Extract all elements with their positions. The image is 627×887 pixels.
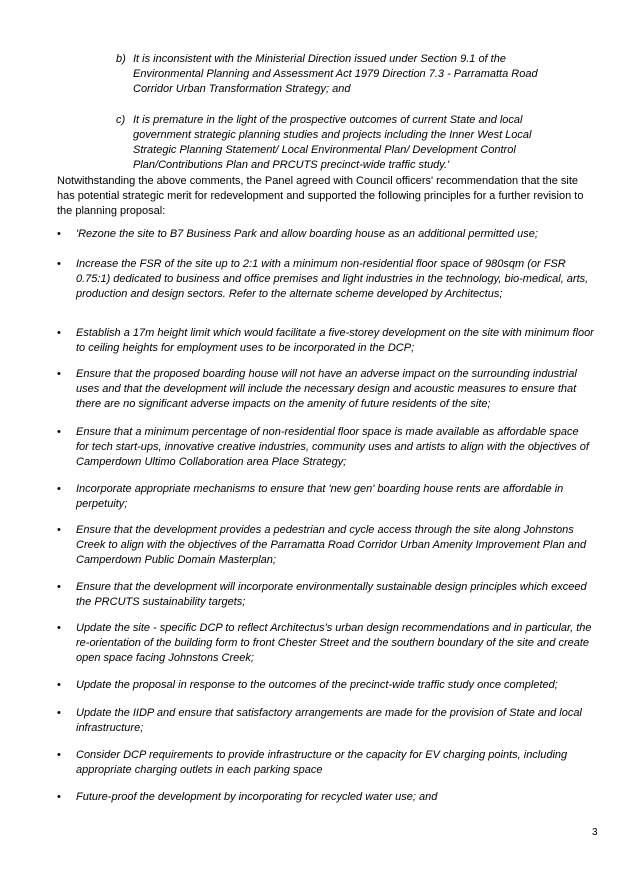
bullet-icon: • xyxy=(57,368,61,380)
bullet-icon: • xyxy=(57,258,61,270)
list-item-text: Establish a 17m height limit which would facilitate a five-storey development on the site with minimum floor to ceiling heights for employment uses to be incorporated in the DCP; xyxy=(76,327,594,354)
bullet-icon: • xyxy=(57,749,61,761)
item-text: It is premature in the light of the prospective outcomes of current State and local government strategic planning studies and projects including the Inner West Local Strategic Planning Statement/ Local Environmental Plan/ Development Control Plan/Contributions Plan and PRCUTS precinct-wide traffic study.' xyxy=(133,114,532,171)
list-item-text: 'Rezone the site to B7 Business Park and allow boarding house as an additional permitted use; xyxy=(76,228,538,240)
page-number: 3 xyxy=(592,827,598,838)
list-item-text: Increase the FSR of the site up to 2:1 with a minimum non-residential floor space of 980sqm (or FSR 0.75:1) dedicated to business and office premises and light industries in the technology, bio-medical, arts, production and design sectors. Refer to the alternate scheme developed by Architectus; xyxy=(76,258,589,300)
item-letter: c) xyxy=(116,114,126,126)
bullet-icon: • xyxy=(57,483,61,495)
bullet-icon: • xyxy=(57,426,61,438)
bullet-icon: • xyxy=(57,327,61,339)
list-item-text: Ensure that a minimum percentage of non-residential floor space is made available as affordable space for tech start-ups, innovative creative industries, community uses and artists to align with the objectives of Camperdown Ultimo Collaboration area Place Strategy; xyxy=(76,426,589,468)
list-item-text: Consider DCP requirements to provide infrastructure or the capacity for EV charging points, including appropriate charging outlets in each parking space xyxy=(76,749,568,776)
list-item-text: Future-proof the development by incorporating for recycled water use; and xyxy=(76,791,438,803)
list-item-text: Update the IIDP and ensure that satisfactory arrangements are made for the provision of State and local infrastructure; xyxy=(76,707,582,734)
bullet-icon: • xyxy=(57,679,61,691)
list-item-text: Update the proposal in response to the outcomes of the precinct-wide traffic study once completed; xyxy=(76,679,558,691)
list-item-text: Update the site - specific DCP to reflect Architectus's urban design recommendations and in particular, the re-orientation of the building form to front Chester Street and the southern boundary of the site and create open space facing Johnstons Creek; xyxy=(76,622,592,664)
item-text: It is inconsistent with the Ministerial Direction issued under Section 9.1 of the Environmental Planning and Assessment Act 1979 Direction 7.3 - Parramatta Road Corridor Urban Transformation Strategy; and xyxy=(133,53,538,95)
bullet-icon: • xyxy=(57,524,61,536)
list-item-text: Ensure that the development provides a pedestrian and cycle access through the site along Johnstons Creek to align with the objectives of the Parramatta Road Corridor Urban Amenity Improvement Plan and Camperdown Public Domain Masterplan; xyxy=(76,524,587,566)
bullet-icon: • xyxy=(57,622,61,634)
bullet-icon: • xyxy=(57,581,61,593)
list-item-text: Ensure that the proposed boarding house will not have an adverse impact on the surrounding industrial uses and that the development will include the necessary design and acoustic measures to ensure that there are no significant adverse impacts on the amenity of future residents of the site; xyxy=(76,368,577,410)
body-paragraph: Notwithstanding the above comments, the Panel agreed with Council officers' recommendation that the site has potential strategic merit for redevelopment and supported the following principles for a further revision to the planning proposal: xyxy=(57,175,584,217)
bullet-icon: • xyxy=(57,791,61,803)
item-letter: b) xyxy=(116,53,126,65)
bullet-icon: • xyxy=(57,228,61,240)
bullet-icon: • xyxy=(57,707,61,719)
list-item-text: Incorporate appropriate mechanisms to ensure that 'new gen' boarding house rents are affordable in perpetuity; xyxy=(76,483,564,510)
list-item-text: Ensure that the development will incorporate environmentally sustainable design principles which exceed the PRCUTS sustainability targets; xyxy=(76,581,587,608)
